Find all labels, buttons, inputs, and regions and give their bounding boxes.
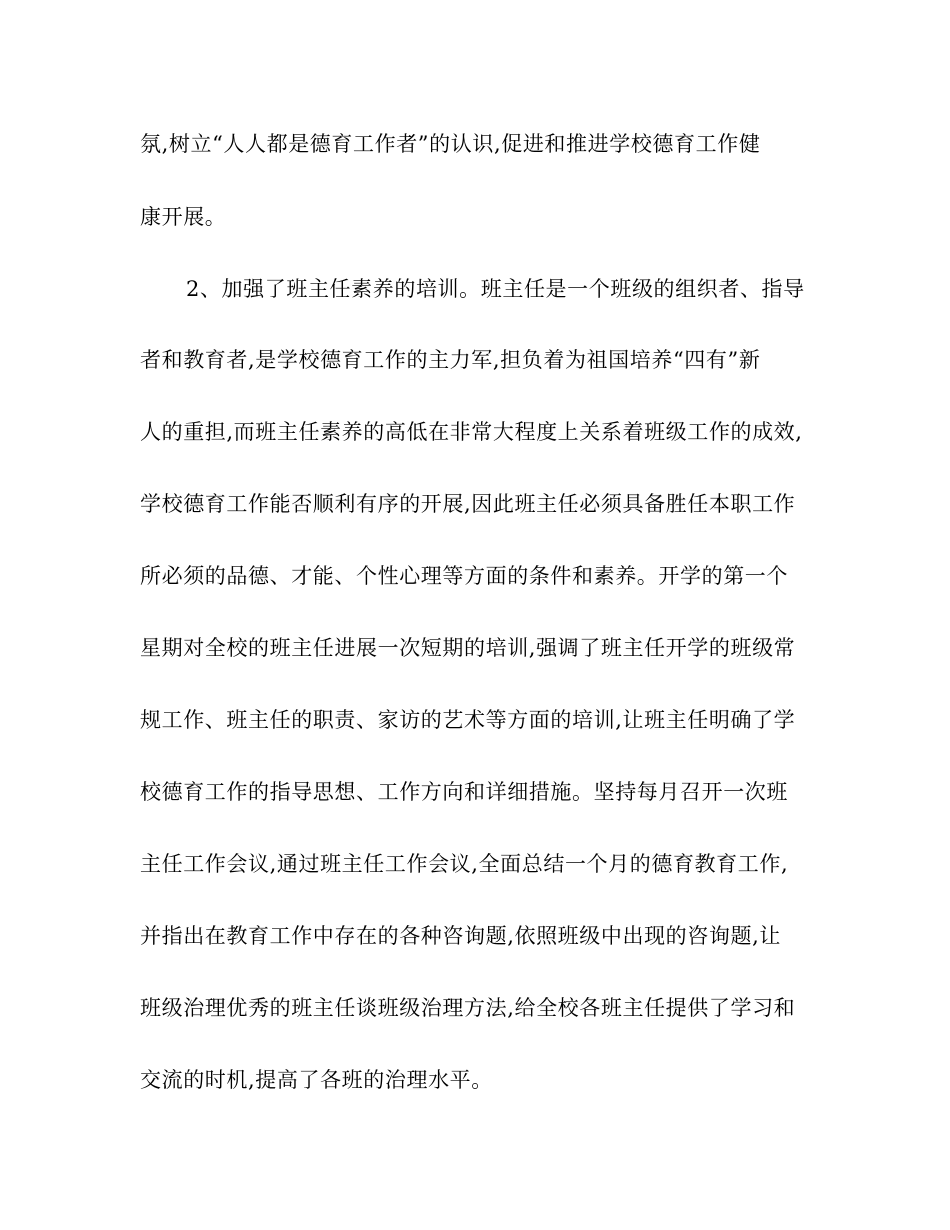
text-line: 星期对全校的班主任进展一次短期的培训,强调了班主任开学的班级常 [140, 636, 796, 660]
text-line: 交流的时机,提高了各班的治理水平。 [140, 1068, 493, 1092]
text-line: 主任工作会议,通过班主任工作会议,全面总结一个月的德育教育工作, [140, 852, 789, 876]
paragraph-start-line: 2、加强了班主任素养的培训。班主任是一个班级的组织者、指导 [186, 277, 805, 301]
text-line: 人的重担,而班主任素养的高低在非常大程度上关系着班级工作的成效, [140, 420, 803, 444]
text-line: 并指出在教育工作中存在的各种咨询题,依照班级中出现的咨询题,让 [140, 924, 781, 948]
text-line: 校德育工作的指导思想、工作方向和详细措施。坚持每月召开一次班 [140, 780, 788, 804]
text-line: 康开展。 [140, 205, 227, 229]
text-line: 规工作、班主任的职责、家访的艺术等方面的培训,让班主任明确了学 [140, 708, 796, 732]
text-line: 所必须的品德、才能、个性心理等方面的条件和素养。开学的第一个 [140, 564, 788, 588]
text-line: 学校德育工作能否顺利有序的开展,因此班主任必须具备胜任本职工作 [140, 492, 796, 516]
text-line: 氛,树立“人人都是德育工作者”的认识,促进和推进学校德育工作健 [140, 132, 761, 156]
text-line: 班级治理优秀的班主任谈班级治理方法,给全校各班主任提供了学习和 [140, 996, 796, 1020]
text-line: 者和教育者,是学校德育工作的主力军,担负着为祖国培养“四有”新 [140, 348, 761, 372]
